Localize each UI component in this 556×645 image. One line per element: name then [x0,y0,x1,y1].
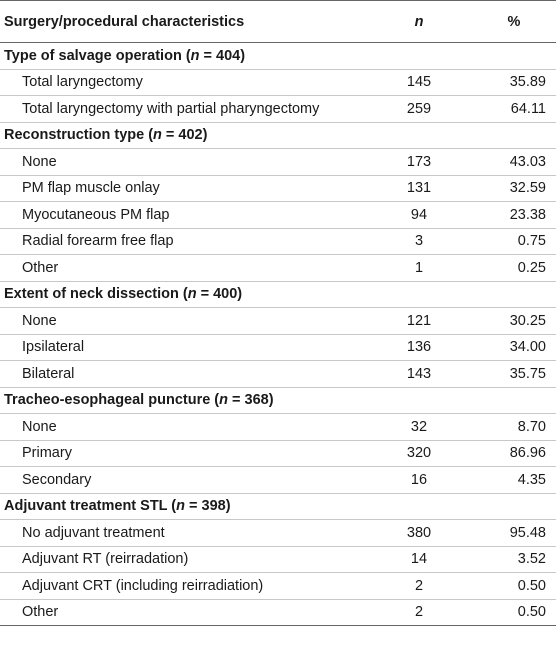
section-title-n: n [187,286,197,303]
section-title [0,122,556,149]
row-label: Total laryngectomy with partial pharyngectomy [22,100,320,117]
section-title-n: n [176,498,185,515]
table-row [0,334,556,361]
row-percent: 4.35 [517,471,546,488]
table-row [0,175,556,202]
header-percent: % [507,13,521,30]
row-percent: 35.89 [509,74,546,91]
row-n: 136 [406,339,432,356]
section-title-n: n [153,127,162,144]
row-percent: 43.03 [509,153,546,170]
row-label: None [22,153,57,170]
section-header-row [0,43,556,70]
row-label: Ipsilateral [22,339,85,356]
row-n: 259 [406,100,432,117]
row-n: 94 [410,206,428,223]
row-percent: 86.96 [509,445,546,462]
table-row [0,255,556,282]
header-label: Surgery/procedural characteristics [4,13,245,30]
row-n: 14 [410,551,428,568]
table-header-row [0,1,556,43]
section-title-count: = 368) [228,392,274,409]
row-percent: 0.50 [517,604,546,621]
section-title-count: = 400) [196,286,243,303]
section-title-text: Type of salvage operation ( [4,47,191,64]
row-n: 320 [406,445,432,462]
section-title-count: = 398) [185,498,231,515]
row-percent: 95.48 [509,524,546,541]
row-percent: 0.50 [517,577,546,594]
section-title [0,281,556,308]
row-percent: 30.25 [509,312,546,329]
table-row [0,149,556,176]
row-n: 2 [414,604,424,621]
table-row [0,440,556,467]
section-title [0,387,556,414]
table-row [0,599,556,626]
section-title-count: = 404) [199,47,246,64]
row-n: 143 [406,365,432,382]
row-label: None [22,312,57,329]
table-body [0,43,556,626]
row-n: 3 [414,233,424,250]
table-row [0,228,556,255]
section-title [0,43,556,70]
row-percent: 32.59 [509,180,546,197]
row-percent: 0.75 [517,233,546,250]
table-row [0,69,556,96]
row-n: 131 [406,180,432,197]
row-n: 380 [406,524,432,541]
section-title-n: n [190,47,200,64]
row-label: Bilateral [22,365,75,382]
section-header-row [0,122,556,149]
row-label: Secondary [22,471,92,488]
row-percent: 64.11 [510,100,546,117]
section-header-row [0,387,556,414]
row-percent: 3.52 [517,551,546,568]
row-label: Total laryngectomy [22,74,143,91]
section-title-text: Tracheo-esophageal puncture ( [4,392,220,409]
row-n: 173 [406,153,432,170]
table-row [0,520,556,547]
row-n: 145 [406,74,432,91]
section-header-row [0,281,556,308]
table-row [0,308,556,335]
section-title-text: Reconstruction type ( [4,127,154,144]
section-title-n: n [219,392,228,409]
header-n: n [414,13,424,30]
section-title [0,493,556,520]
row-n: 2 [414,577,424,594]
table-row [0,414,556,441]
row-n: 16 [410,471,428,488]
row-label: No adjuvant treatment [22,524,165,541]
row-label: Adjuvant CRT (including reirradiation) [22,577,264,594]
row-percent: 23.38 [509,206,546,223]
section-title-text: Adjuvant treatment STL ( [4,498,177,515]
row-label: PM flap muscle onlay [22,180,160,197]
row-label: Other [22,604,59,621]
table-row [0,361,556,388]
row-percent: 0.25 [517,259,546,276]
row-label: Myocutaneous PM flap [22,206,170,223]
row-percent: 34.00 [509,339,546,356]
row-n: 121 [406,312,432,329]
table-row [0,202,556,229]
row-label: Radial forearm free flap [22,233,174,250]
section-header-row [0,493,556,520]
section-title-text: Extent of neck dissection ( [4,286,188,303]
row-percent: 35.75 [509,365,546,382]
row-label: Primary [22,445,72,462]
row-label: Other [22,259,59,276]
row-label: None [22,418,57,435]
table-row [0,573,556,600]
table-row [0,96,556,123]
row-n: 1 [414,259,424,276]
table-row [0,467,556,494]
row-label: Adjuvant RT (reirradation) [22,551,189,568]
row-n: 32 [410,418,428,435]
section-title-count: = 402) [161,127,208,144]
row-percent: 8.70 [517,418,546,435]
table-row [0,546,556,573]
